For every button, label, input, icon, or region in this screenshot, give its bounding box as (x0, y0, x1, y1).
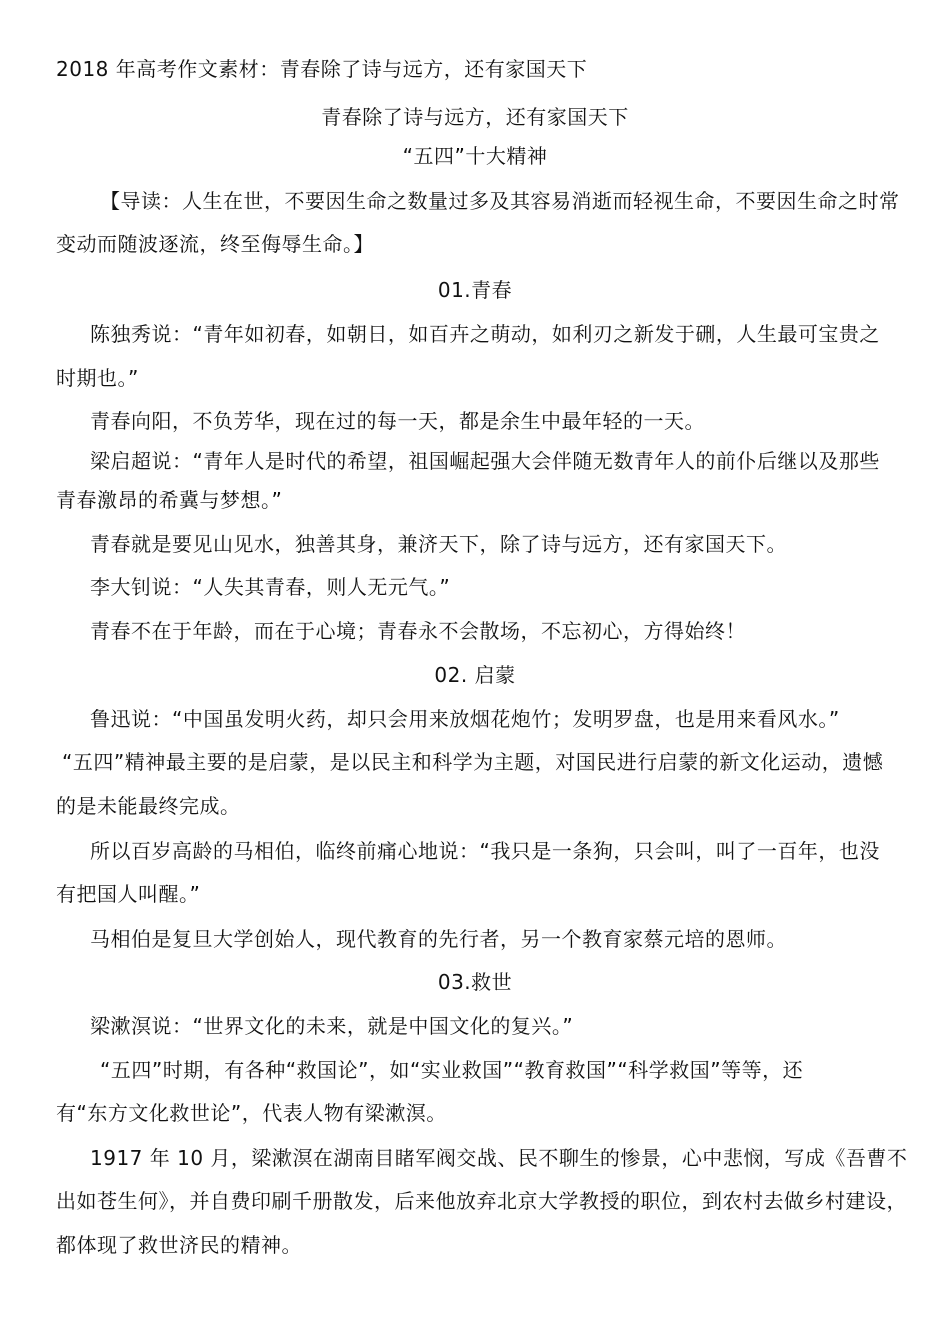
paragraph-line: 都体现了救世济民的精神。 (56, 1233, 302, 1257)
section-heading-salvation: 03.救世 (437, 970, 513, 994)
paragraph-line: “五四”时期，有各种“救国论”，如“实业救国”“教育救国”“科学救国”等等，还 (100, 1058, 804, 1082)
section-heading-youth: 01.青春 (437, 278, 513, 302)
document-header-line: 2018 年高考作文素材：青春除了诗与远方，还有家国天下 (56, 57, 588, 81)
paragraph-line: 李大钊说：“人失其青春，则人无元气。” (90, 575, 451, 599)
page-title: 青春除了诗与远方，还有家国天下 (321, 105, 629, 129)
paragraph-line: 1917 年 10 月，梁漱溟在湖南目睹军阀交战、民不聊生的惨景，心中悲悯，写成《吾曹不 (90, 1146, 908, 1170)
paragraph-line: 时期也。” (56, 366, 139, 390)
paragraph-line: 青春不在于年龄，而在于心境；青春永不会散场，不忘初心，方得始终！ (90, 619, 746, 643)
paragraph-line: 陈独秀说：“青年如初春，如朝日，如百卉之萌动，如利刃之新发于硎，人生最可宝贵之 (90, 322, 880, 346)
paragraph-line: 青春向阳，不负芳华，现在过的每一天，都是余生中最年轻的一天。 (90, 409, 705, 433)
paragraph-line: 鲁迅说：“中国虽发明火药，却只会用来放烟花炮竹；发明罗盘，也是用来看风水。” (90, 707, 840, 731)
paragraph-line: 的是未能最终完成。 (56, 794, 241, 818)
paragraph-line: 有把国人叫醒。” (56, 882, 201, 906)
paragraph-line: 有“东方文化救世论”，代表人物有梁漱溟。 (56, 1101, 447, 1125)
paragraph-line: “五四”精神最主要的是启蒙，是以民主和科学为主题，对国民进行启蒙的新文化运动，遗憾 (62, 750, 884, 774)
paragraph-line: 梁启超说：“青年人是时代的希望，祖国崛起强大会伴随无数青年人的前仆后继以及那些 (90, 449, 880, 473)
paragraph-line: 马相伯是复旦大学创始人，现代教育的先行者，另一个教育家蔡元培的恩师。 (90, 927, 787, 951)
paragraph-line: 青春就是要见山见水，独善其身，兼济天下，除了诗与远方，还有家国天下。 (90, 532, 787, 556)
intro-line-1: 【导读：人生在世，不要因生命之数量过多及其容易消逝而轻视生命，不要因生命之时常 (100, 189, 900, 213)
paragraph-line: 梁漱溟说：“世界文化的未来，就是中国文化的复兴。” (90, 1014, 574, 1038)
paragraph-line: 出如苍生何》，并自费印刷千册散发，后来他放弃北京大学教授的职位，到农村去做乡村建设， (56, 1189, 907, 1213)
paragraph-line: 所以百岁高龄的马相伯，临终前痛心地说：“我只是一条狗，只会叫，叫了一百年，也没 (90, 839, 880, 863)
paragraph-line: 青春激昂的希冀与梦想。” (56, 488, 283, 512)
page-subtitle: “五四”十大精神 (402, 144, 548, 168)
intro-line-2: 变动而随波逐流，终至侮辱生命。】 (56, 232, 374, 256)
section-heading-enlightenment: 02. 启蒙 (434, 663, 516, 687)
